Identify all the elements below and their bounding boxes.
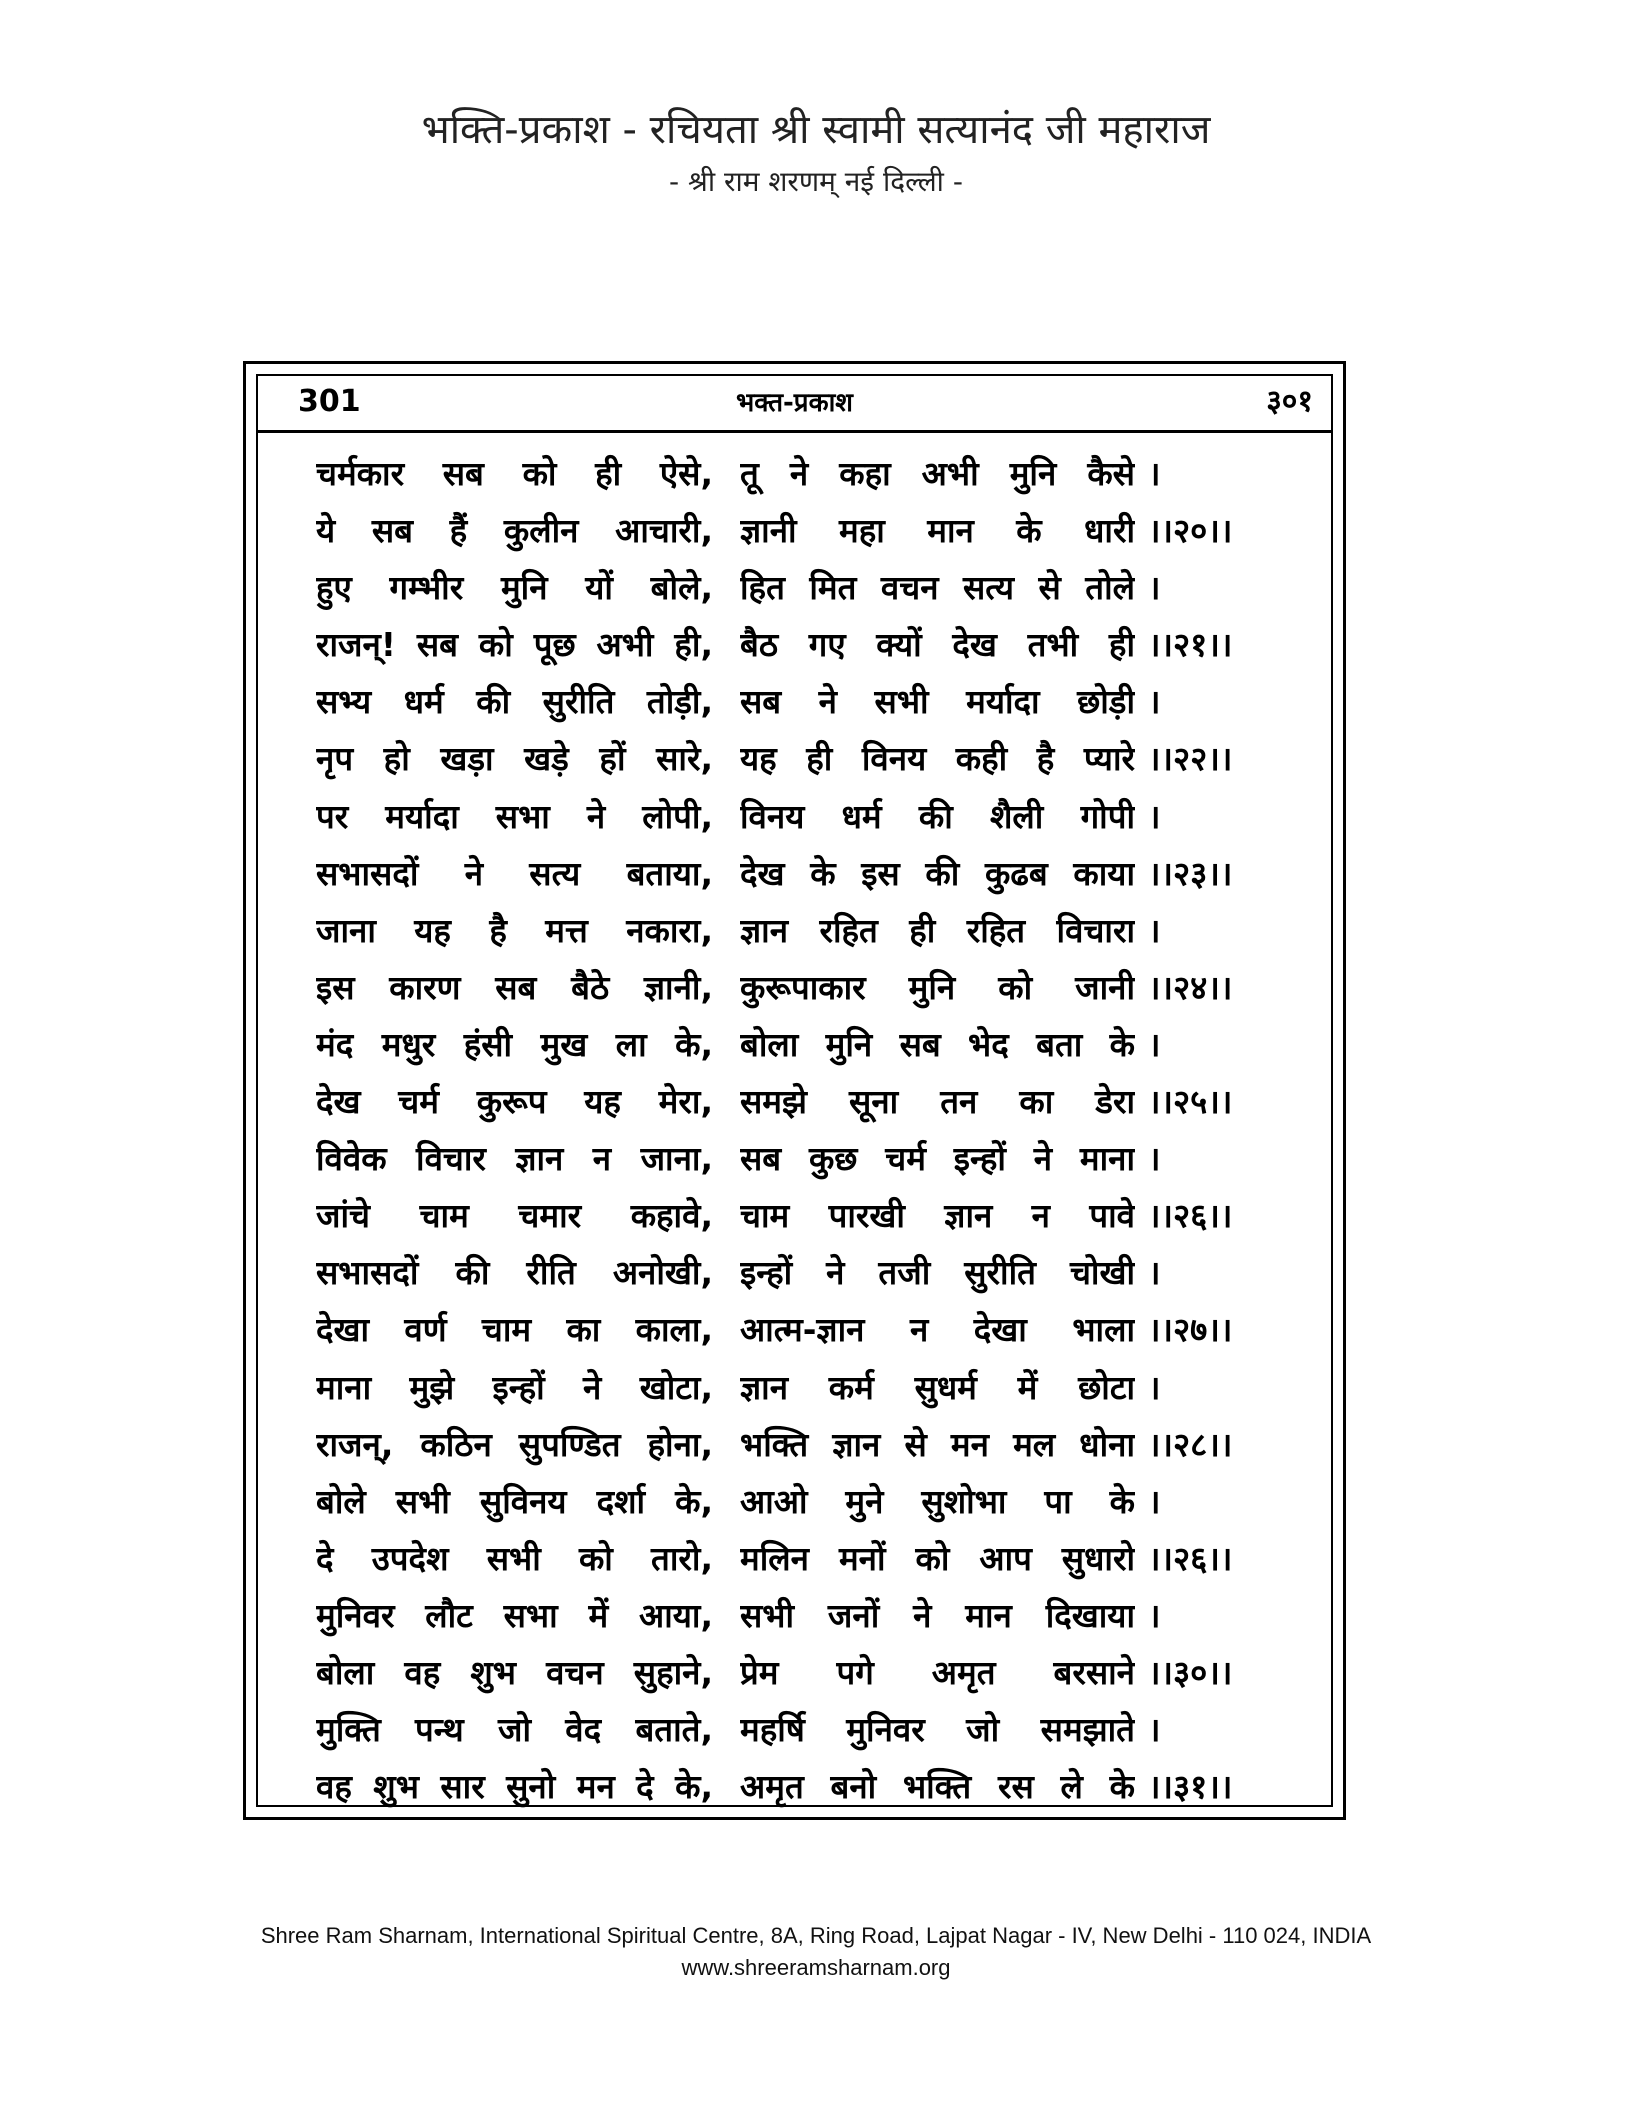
document-subtitle: - श्री राम शरणम् नई दिल्ली -	[669, 165, 963, 198]
verse-second-half: अमृत बनो भक्ति रस ले के	[740, 1767, 1135, 1807]
page-header-bar	[258, 376, 1331, 433]
verse-first-half: मुक्ति पन्थ जो वेद बताते,	[316, 1710, 713, 1750]
verse-second-half: बोला मुनि सब भेद बता के	[740, 1024, 1135, 1064]
verse-first-half: हुए गम्भीर मुनि यों बोले,	[316, 568, 713, 608]
verse-first-half: मुनिवर लौट सभा में आया,	[316, 1595, 713, 1635]
verse-first-half: बोले सभी सुविनय दर्शा के,	[316, 1481, 713, 1521]
footer-website: www.shreeramsharnam.org	[681, 1955, 951, 1980]
verse-line	[258, 1244, 1331, 1301]
verse-first-half: इस कारण सब बैठे ज्ञानी,	[316, 967, 713, 1007]
verse-line	[258, 445, 1331, 502]
verse-end-mark: ।।२६।।	[1148, 1538, 1233, 1578]
verse-second-half: ज्ञान कर्म सुधर्म में छोटा	[740, 1367, 1135, 1407]
page-number-latin: 301	[298, 384, 361, 419]
verse-first-half: माना मुझे इन्हों ने खोटा,	[316, 1367, 713, 1407]
verse-second-half: सब कुछ चर्म इन्हों ने माना	[740, 1139, 1135, 1179]
verse-line	[258, 502, 1331, 559]
verse-end-mark: ।।२१।।	[1148, 625, 1233, 665]
verse-first-half: मंद मधुर हंसी मुख ला के,	[316, 1024, 713, 1064]
verse-second-half: ज्ञान रहित ही रहित विचारा	[740, 910, 1135, 950]
verse-second-half: यह ही विनय कही है प्यारे	[740, 739, 1135, 779]
verse-second-half: चाम पारखी ज्ञान न पावे	[740, 1196, 1135, 1236]
verse-end-mark: ।	[1148, 910, 1161, 950]
verse-end-mark: ।	[1148, 1139, 1161, 1179]
verse-end-mark: ।	[1148, 568, 1161, 608]
verse-line	[258, 845, 1331, 902]
verse-line	[258, 1016, 1331, 1073]
verse-first-half: जाना यह है मत्त नकारा,	[316, 910, 713, 950]
verse-first-half: नृप हो खड़ा खड़े हों सारे,	[316, 739, 713, 779]
page-frame-inner	[256, 374, 1333, 1807]
verse-line	[258, 1644, 1331, 1701]
verse-end-mark: ।।२४।।	[1148, 967, 1233, 1007]
verse-second-half: मलिन मनों को आप सुधारो	[740, 1538, 1135, 1578]
verse-end-mark: ।	[1148, 454, 1161, 493]
verse-end-mark: ।।२०।।	[1148, 511, 1233, 551]
verse-second-half: आत्म-ज्ञान न देखा भाला	[740, 1310, 1135, 1350]
verse-line	[258, 1473, 1331, 1530]
document-title: भक्ति-प्रकाश - रचियता श्री स्वामी सत्यानंद जी महाराज	[421, 107, 1211, 153]
verse-first-half: राजन्, कठिन सुपण्डित होना,	[316, 1424, 713, 1464]
verse-end-mark: ।।२२।।	[1148, 739, 1233, 779]
verse-end-mark: ।	[1148, 682, 1161, 722]
verse-second-half: प्रेम पगे अमृत बरसाने	[740, 1652, 1135, 1692]
verse-end-mark: ।	[1148, 796, 1161, 836]
verse-line	[258, 788, 1331, 845]
verse-second-half: समझे सूना तन का डेरा	[740, 1082, 1135, 1122]
verse-line	[258, 1701, 1331, 1758]
verse-first-half: सभासदों ने सत्य बताया,	[316, 853, 713, 893]
verse-line	[258, 1187, 1331, 1244]
verse-second-half: तू ने कहा अभी मुनि कैसे	[740, 454, 1135, 493]
verse-first-half: राजन्! सब को पूछ अभी ही,	[316, 625, 713, 665]
verse-second-half: आओ मुने सुशोभा पा के	[740, 1481, 1135, 1521]
verse-second-half: विनय धर्म की शैली गोपी	[740, 796, 1135, 836]
verse-second-half: ज्ञानी महा मान के धारी	[740, 511, 1135, 551]
verse-first-half: वह शुभ सार सुनो मन दे के,	[316, 1767, 713, 1807]
verse-line	[258, 673, 1331, 730]
page-frame-outer	[243, 361, 1346, 1820]
verse-line	[258, 1530, 1331, 1587]
verse-end-mark: ।	[1148, 1481, 1161, 1521]
verse-line	[258, 1301, 1331, 1358]
verse-second-half: हित मित वचन सत्य से तोले	[740, 568, 1135, 608]
running-title: भक्त-प्रकाश	[735, 388, 853, 418]
verse-second-half: सब ने सभी मर्यादा छोड़ी	[740, 682, 1135, 722]
verse-second-half: इन्हों ने तजी सुरीति चोखी	[740, 1253, 1135, 1293]
verse-end-mark: ।	[1148, 1710, 1161, 1750]
verse-line	[258, 1587, 1331, 1644]
verse-line	[258, 1130, 1331, 1187]
verse-line	[258, 559, 1331, 616]
verse-first-half: पर मर्यादा सभा ने लोपी,	[316, 796, 713, 836]
verse-end-mark: ।।३०।।	[1148, 1652, 1233, 1692]
verse-second-half: सभी जनों ने मान दिखाया	[740, 1595, 1135, 1635]
verse-end-mark: ।	[1148, 1253, 1161, 1293]
verse-end-mark: ।।२६।।	[1148, 1196, 1233, 1236]
verse-line	[258, 959, 1331, 1016]
verse-first-half: जांचे चाम चमार कहावे,	[316, 1196, 713, 1236]
verse-end-mark: ।।२५।।	[1148, 1082, 1233, 1122]
verse-first-half: सभासदों की रीति अनोखी,	[316, 1253, 713, 1293]
verse-second-half: कुरूपाकार मुनि को जानी	[740, 967, 1135, 1007]
verse-end-mark: ।।२८।।	[1148, 1424, 1233, 1464]
verse-end-mark: ।	[1148, 1024, 1161, 1064]
verse-second-half: महर्षि मुनिवर जो समझाते	[740, 1710, 1135, 1750]
verse-end-mark: ।	[1148, 1367, 1161, 1407]
footer-address: Shree Ram Sharnam, International Spiritual Centre, 8A, Ring Road, Lajpat Nagar - IV, New Delhi - 110 024, INDIA	[260, 1923, 1372, 1948]
verse-first-half: विवेक विचार ज्ञान न जाना,	[316, 1139, 713, 1179]
verse-line	[258, 730, 1331, 787]
verse-first-half: देख चर्म कुरूप यह मेरा,	[316, 1082, 713, 1122]
verse-second-half: देख के इस की कुढब काया	[740, 853, 1135, 893]
verse-line	[258, 1758, 1331, 1815]
verse-first-half: दे उपदेश सभी को तारो,	[316, 1538, 713, 1578]
verse-line	[258, 1073, 1331, 1130]
verse-first-half: चर्मकार सब को ही ऐसे,	[316, 454, 713, 493]
verse-end-mark: ।।३१।।	[1148, 1767, 1233, 1807]
verse-first-half: देखा वर्ण चाम का काला,	[316, 1310, 713, 1350]
verse-first-half: ये सब हैं कुलीन आचारी,	[316, 511, 713, 551]
verse-line	[258, 902, 1331, 959]
verse-end-mark: ।।२३।।	[1148, 853, 1233, 893]
page-number-devanagari: ३०१	[1266, 384, 1313, 419]
verse-list	[258, 445, 1331, 1815]
verse-first-half: सभ्य धर्म की सुरीति तोड़ी,	[316, 682, 713, 722]
verse-line	[258, 1416, 1331, 1473]
verse-line	[258, 616, 1331, 673]
verse-end-mark: ।।२७।।	[1148, 1310, 1233, 1350]
verse-line	[258, 1359, 1331, 1416]
verse-second-half: भक्ति ज्ञान से मन मल धोना	[740, 1424, 1135, 1464]
verse-first-half: बोला वह शुभ वचन सुहाने,	[316, 1652, 713, 1692]
verse-end-mark: ।	[1148, 1595, 1161, 1635]
verse-second-half: बैठ गए क्यों देख तभी ही	[740, 625, 1135, 665]
